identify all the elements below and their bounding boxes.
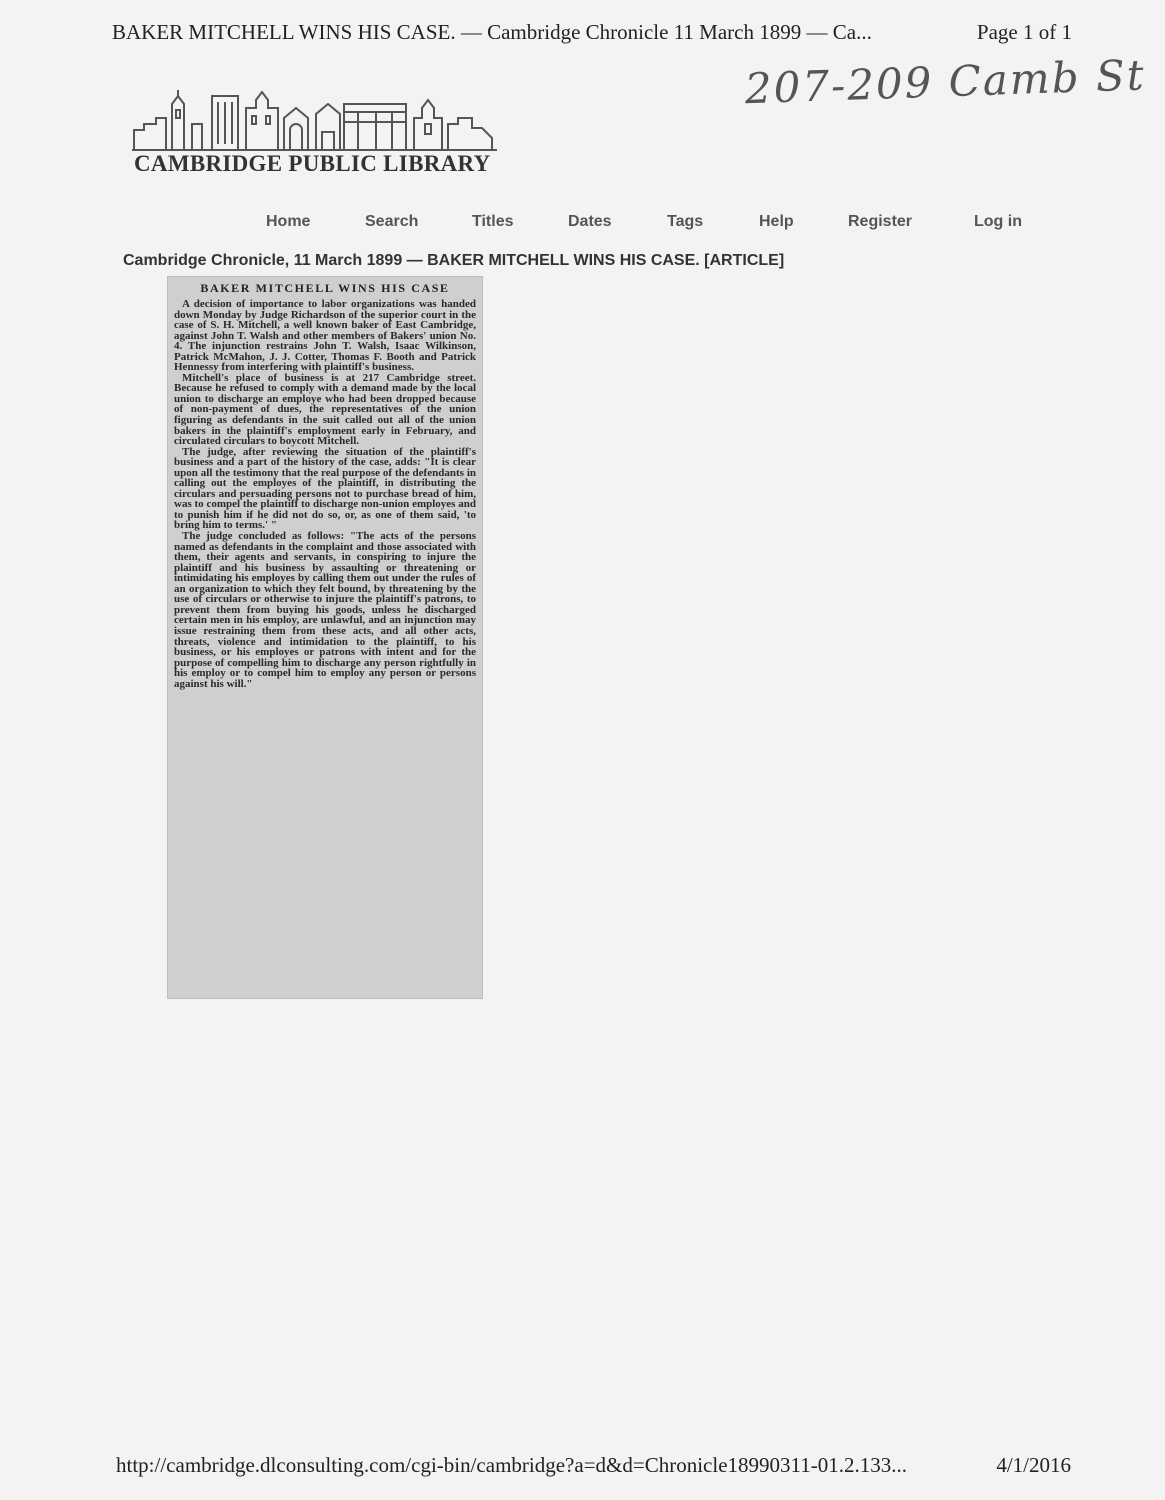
article-paragraph: The judge, after reviewing the situation of the plaintiff's business and a part of the history of the case, adds: "It is clear upon all the testimony that the real purpose of the defendants in calling out the employes of the plaintiff, in distributing the circulars and persuading persons not to purchase bread of him, was to compel the plaintiff to discharge non-union employes and to punish him if he did not do so, or, as one of them said, 'to bring him to terms.' " [174, 445, 476, 532]
page-number: Page 1 of 1 [976, 20, 1072, 44]
article-paragraph: The judge concluded as follows: "The acts of the persons named as defendants in the complaint and those associated with them, their agents and servants, in conspiring to injure the plaintiff and his business by assaulting or threatening or intimidating his employes by calling them out under the rules of an organization to which they felt bound, by threatening by the use of circulars or otherwise to injure the plaintiff's patrons, to prevent them from buying his goods, unless he discharged certain men in his employ, are unlawful, and an injunction may issue restraining them from these acts, and all other acts, threats, violence and intimidation to the plaintiff, to his business, or his employes or patrons with intent and for the purpose of compelling him to discharge any person rightfully in his employ or to compel him to employ any person or persons against his will." [174, 530, 476, 690]
newspaper-clipping [167, 276, 483, 999]
handwritten-address-note: 207-209 Camb St [744, 50, 1147, 114]
article-paragraph: A decision of importance to labor organizations was handed down Monday by Judge Richardson of the superior court in the case of S. H. Mitchell, a well known baker of East Cambridge, against John T. Walsh and other members of Bakers' union No. 4. The injunction restrains John T. Walsh, Isaac Wilkinson, Patrick McMahon, J. J. Cotter, Thomas F. Booth and Patrick Hennessy from interfering with plaintiff's business. [174, 298, 476, 374]
city-skyline-icon [132, 88, 497, 152]
nav-login[interactable]: Log in [974, 213, 1022, 230]
nav-dates[interactable]: Dates [568, 213, 612, 230]
print-footer [116, 1453, 1071, 1481]
main-nav [240, 213, 1060, 237]
nav-register[interactable]: Register [848, 213, 913, 230]
clipping-headline: BAKER MITCHELL WINS HIS CASE [200, 281, 450, 295]
article-paragraph: Mitchell's place of business is at 217 Cambridge street. Because he refused to comply with a demand made by the local union to discharge an employe who had been dropped because of non-payment of dues, the representatives of the union figuring as defendants in the suit called out all of the union bakers in the plaintiff's employment early in February, and circulated circulars to boycott Mitchell. [174, 371, 476, 448]
nav-search[interactable]: Search [365, 213, 419, 230]
nav-tags[interactable]: Tags [667, 213, 704, 230]
nav-help[interactable]: Help [759, 213, 794, 230]
source-url: http://cambridge.dlconsulting.com/cgi-bin/cambridge?a=d&d=Chronicle18990311-01.2.133... [116, 1453, 907, 1477]
print-header [112, 20, 1072, 50]
article-heading: Cambridge Chronicle, 11 March 1899 — BAKER MITCHELL WINS HIS CASE. [ARTICLE] [123, 252, 785, 269]
print-header-title: BAKER MITCHELL WINS HIS CASE. — Cambridge Chronicle 11 March 1899 — Ca... [112, 20, 872, 44]
nav-home[interactable]: Home [266, 213, 311, 230]
library-name: CAMBRIDGE PUBLIC LIBRARY [134, 151, 491, 176]
library-logo[interactable] [132, 88, 497, 183]
print-date: 4/1/2016 [996, 1453, 1071, 1477]
nav-titles[interactable]: Titles [472, 213, 514, 230]
